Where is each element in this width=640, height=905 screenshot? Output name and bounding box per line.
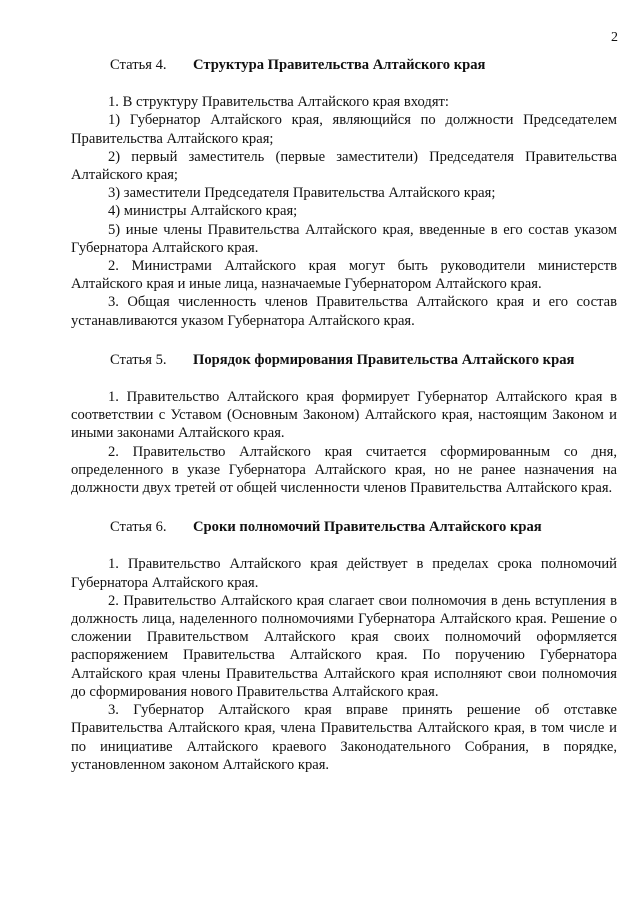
article-5-title: Порядок формирования Правительства Алтайского края [193,351,575,368]
article-6-paragraph: 3. Губернатор Алтайского края вправе принять решение об отставке Правительства Алтайского края, члена Правительства Алтайского края, в том числе и по инициативе Алтайского краевого Законодательного Собрания, в порядке, установленном законом Алтайского края. [71,702,617,773]
article-4-paragraph: 3. Общая численность членов Правительства Алтайского края и его состав устанавливаются указом Губернатора Алтайского края. [71,294,617,329]
article-5-paragraph: 2. Правительство Алтайского края считается сформированным со дня, определенного в указе Губернатора Алтайского края, но не ранее назначения на должности двух третей от общей численности членов Правительства Алтайского края. [71,443,617,497]
article-4-paragraph: 5) иные члены Правительства Алтайского края, введенные в его состав указом Губернатора Алтайского края. [71,221,617,256]
article-5-heading [71,351,617,369]
article-5 [71,351,617,497]
article-4-title: Структура Правительства Алтайского края [193,57,486,73]
article-6-label: Статья 6. [110,519,167,536]
article-4-paragraph: 1) Губернатор Алтайского края, являющийся по должности Председателем Правительства Алтайского края; [71,112,617,147]
article-6-heading [71,518,617,536]
article-4-paragraph: 2) первый заместитель (первые заместители) Председателя Правительства Алтайского края; [71,148,617,184]
article-4-paragraph: 2. Министрами Алтайского края могут быть руководители министерств Алтайского края и иные лица, назначаемые Губернатором Алтайского края. [71,258,617,293]
article-4 [71,56,617,330]
article-4-label: Статья 4. [110,57,167,73]
article-5-paragraph: 1. Правительство Алтайского края формирует Губернатор Алтайского края в соответствии с Уставом (Основным Законом) Алтайского края, настоящим Законом и иными законами Алтайского края. [71,389,617,442]
document-body [71,56,617,774]
article-4-paragraph: 3) заместители Председателя Правительства Алтайского края; [108,185,496,202]
article-5-label: Статья 5. [110,351,167,368]
article-6-paragraph: 1. Правительство Алтайского края действует в пределах срока полномочий Губернатора Алтайского края. [71,556,617,591]
article-4-paragraph: 4) министры Алтайского края; [108,203,298,220]
article-6-title: Сроки полномочий Правительства Алтайского края [193,519,542,536]
article-4-paragraph: 1. В структуру Правительства Алтайского края входят: [108,94,449,111]
article-6-paragraph: 2. Правительство Алтайского края слагает свои полномочия в день вступления в должность лица, наделенного полномочиями Губернатора Алтайского края. Решение о сложении Правительством Алтайского края своих полномочий оформляется распоряжением Правительства Алтайского края. По поручению Губернатора Алтайского края члены Правительства Алтайского края исполняют свои полномочия до сформирования нового Правительства Алтайского края. [71,592,617,700]
article-6 [71,518,617,774]
article-4-heading [71,56,617,74]
page-number: 2 [611,30,618,45]
